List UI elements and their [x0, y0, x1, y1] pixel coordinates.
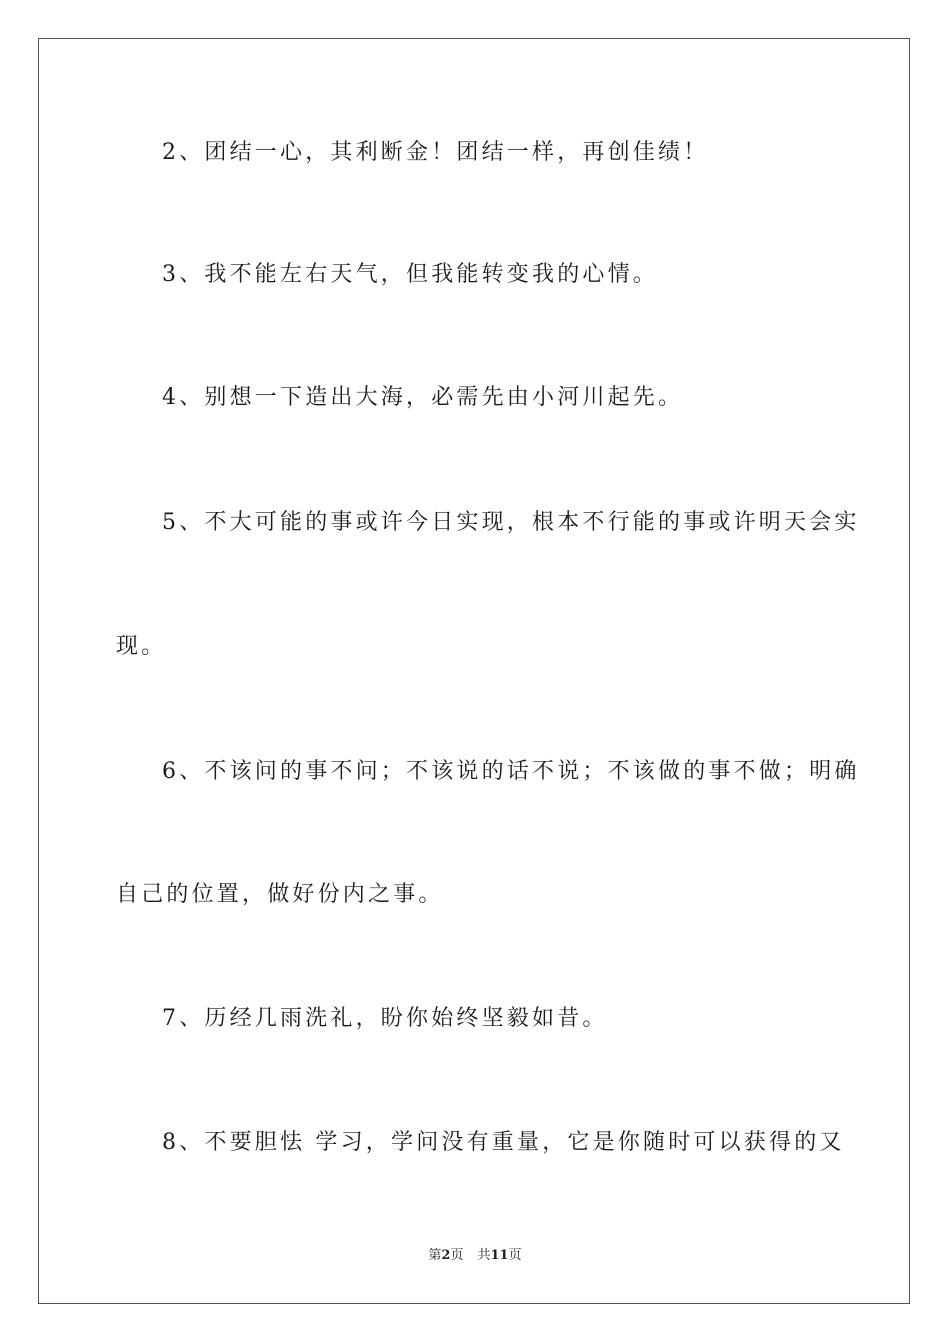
footer-page-number: 2: [441, 1248, 451, 1263]
page-border: [38, 38, 910, 1304]
paragraph-item-3: 3、我不能左右天气，但我能转变我的心情。: [162, 262, 658, 287]
paragraph-item-4: 4、别想一下造出大海，必需先由小河川起先。: [162, 385, 684, 410]
paragraph-item-6-line-2: 自己的位置，做好份内之事。: [116, 882, 444, 907]
paragraph-item-5-line-1: 5、不大可能的事或许今日实现，根本不行能的事或许明天会实: [162, 510, 860, 535]
paragraph-item-2: 2、团结一心，其利断金！团结一样，再创佳绩！: [162, 140, 709, 165]
paragraph-item-5-line-2: 现。: [116, 634, 167, 659]
paragraph-item-7: 7、历经几雨洗礼，盼你始终坚毅如昔。: [162, 1006, 608, 1031]
paragraph-item-6-line-1: 6、不该问的事不问；不该说的话不说；不该做的事不做；明确: [162, 759, 860, 784]
footer-page-prefix: 第: [428, 1248, 442, 1263]
footer-page-suffix: 页: [450, 1248, 464, 1263]
page-footer: [0, 1247, 950, 1265]
paragraph-item-8: 8、不要胆怯 学习，学问没有重量，它是你随时可以获得的又: [162, 1130, 845, 1155]
footer-total-pages: 11: [490, 1248, 509, 1263]
footer-total-suffix: 页: [508, 1248, 522, 1263]
footer-total-prefix: 共: [477, 1248, 491, 1263]
